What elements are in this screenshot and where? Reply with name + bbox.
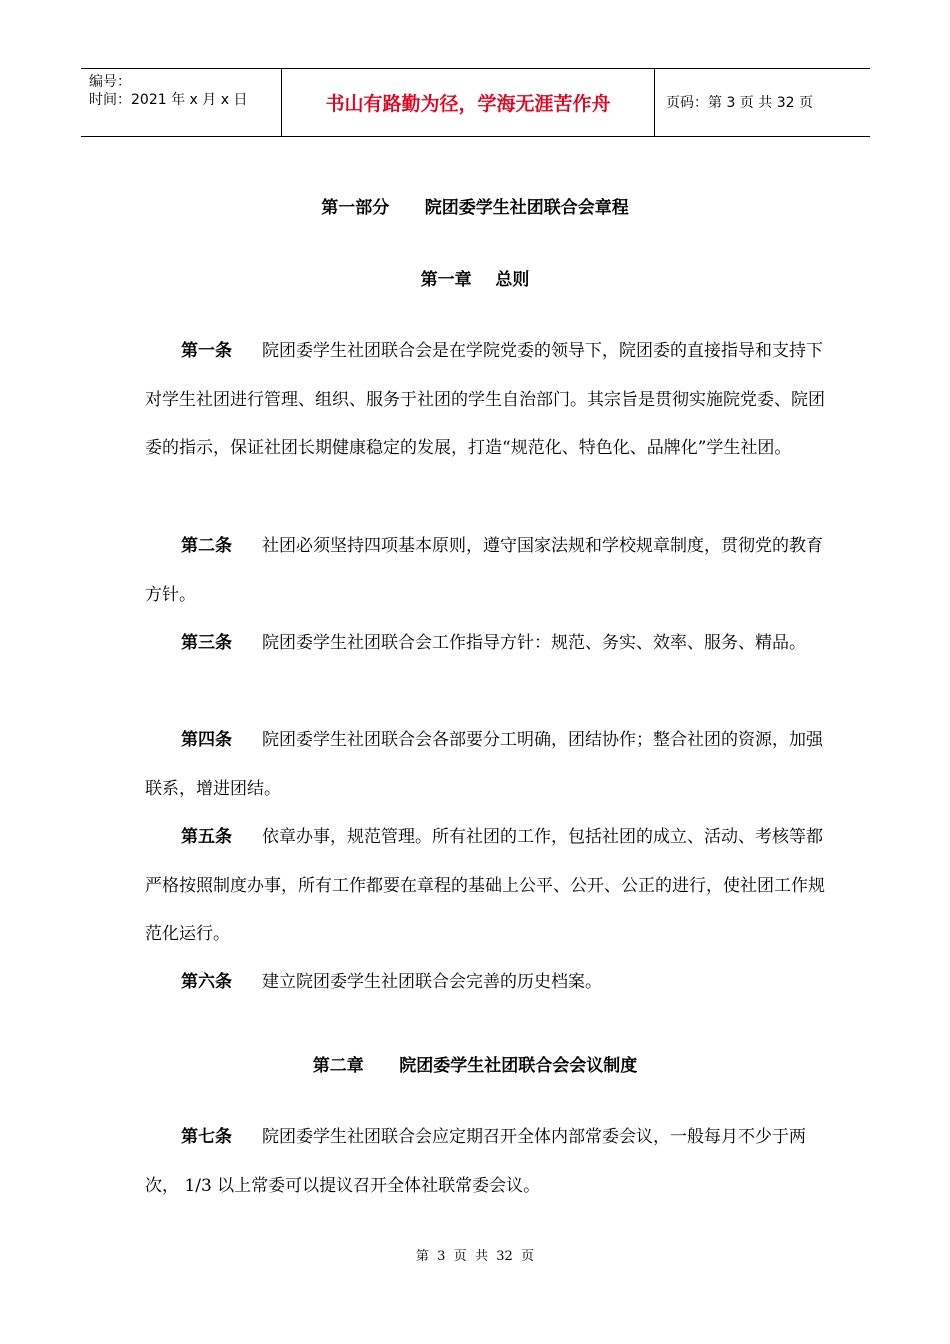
article-1 [145, 327, 825, 473]
article-5 [145, 813, 825, 959]
header-motto: 书山有路勤为径，学海无涯苦作舟 [325, 93, 611, 115]
chapter-2-title: 第二章 院团委学生社团联合会会议制度 [312, 1056, 638, 1076]
article-label: 第七条 [181, 1127, 232, 1147]
header-divider [654, 69, 655, 136]
article-text: 建立院团委学生社团联合会完善的历史档案。 [262, 972, 602, 992]
chapter-1-title: 第一章 总则 [420, 270, 530, 290]
article-label: 第五条 [181, 827, 232, 847]
article-label: 第四条 [181, 730, 232, 750]
article-3 [145, 619, 825, 668]
article-text: 院团委学生社团联合会是在学院党委的领导下，院团委的直接指导和支持下对学生社团进行管理、组织、服务于社团的学生自治部门。其宗旨是贯彻实施院党委、院团委的指示，保证社团长期健康稳定的发展，打造“规范化、特色化、品牌化”学生社团。 [145, 341, 825, 459]
page-footer: 第 3 页 共 32 页 [415, 1249, 535, 1264]
part-title: 第一部分 院团委学生社团联合会章程 [321, 198, 629, 218]
article-text: 院团委学生社团联合会工作指导方针：规范、务实、效率、服务、精品。 [262, 633, 806, 653]
article-label: 第六条 [181, 972, 232, 992]
header-page-info: 页码：第 3 页 共 32 页 [666, 95, 813, 111]
document-header-table [81, 68, 870, 137]
header-number-label: 编号： [89, 74, 131, 90]
header-time-label: 时间：2021 年 x 月 x 日 [89, 92, 248, 108]
article-4 [145, 716, 825, 813]
article-text: 院团委学生社团联合会各部要分工明确，团结协作；整合社团的资源，加强联系，增进团结。 [145, 730, 823, 799]
article-text: 依章办事，规范管理。所有社团的工作，包括社团的成立、活动、考核等都严格按照制度办事，所有工作都要在章程的基础上公平、公开、公正的进行，使社团工作规范化运行。 [145, 827, 825, 945]
article-6 [145, 958, 825, 1007]
article-2 [145, 522, 825, 619]
article-label: 第三条 [181, 633, 232, 653]
article-7 [145, 1113, 825, 1210]
article-label: 第二条 [181, 536, 232, 556]
article-text: 社团必须坚持四项基本原则，遵守国家法规和学校规章制度，贯彻党的教育方针。 [145, 536, 823, 605]
article-label: 第一条 [181, 341, 232, 361]
article-text: 院团委学生社团联合会应定期召开全体内部常委会议，一般每月不少于两次， 1/3 以上常委可以提议召开全体社联常委会议。 [145, 1127, 806, 1196]
